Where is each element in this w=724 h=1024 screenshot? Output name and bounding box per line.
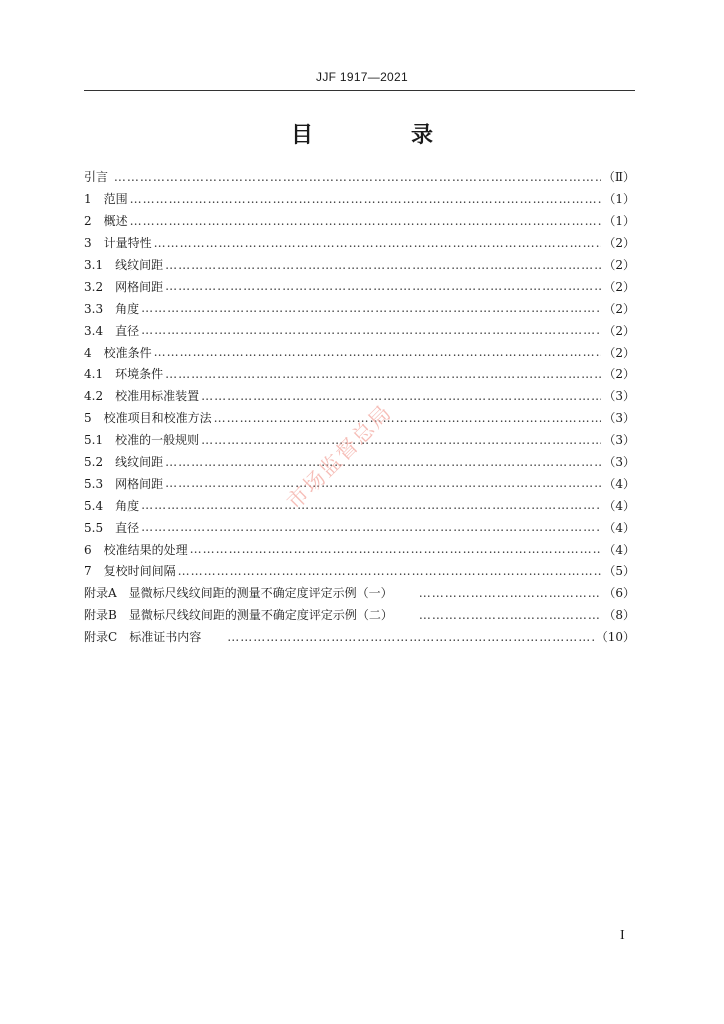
toc-entry-page: （2） bbox=[603, 345, 635, 360]
toc-entry-title: 直径 bbox=[115, 520, 140, 535]
toc-entry[interactable] bbox=[84, 385, 635, 407]
toc-entry-page: （2） bbox=[603, 323, 635, 338]
toc-entry-title: 显微标尺线纹间距的测量不确定度评定示例（二） bbox=[128, 608, 393, 623]
toc-entry-number: 3.2 bbox=[84, 279, 116, 294]
toc-entry[interactable] bbox=[84, 604, 635, 626]
toc-entry-number: 5 bbox=[84, 411, 104, 426]
toc-entry[interactable] bbox=[84, 188, 635, 210]
toc-entry-page: （4） bbox=[603, 498, 635, 513]
toc-dot-leader bbox=[154, 345, 602, 359]
toc-entry-number: 7 bbox=[84, 564, 104, 579]
toc-entry-number: 4.2 bbox=[84, 389, 116, 404]
toc-entry-number: 5.4 bbox=[84, 498, 116, 513]
toc-entry-gap bbox=[393, 584, 417, 601]
toc-entry-page: （1） bbox=[603, 192, 635, 207]
toc-entry-page: （3） bbox=[603, 455, 635, 470]
toc-entry-title: 直径 bbox=[115, 323, 140, 338]
toc-dot-leader bbox=[419, 586, 602, 600]
toc-entry-page: （10） bbox=[595, 630, 635, 645]
toc-entry-title: 线纹间距 bbox=[115, 455, 164, 470]
toc-entry-number: 3.3 bbox=[84, 301, 116, 316]
toc-entry[interactable] bbox=[84, 210, 635, 232]
toc-entry-title: 环境条件 bbox=[115, 367, 164, 382]
toc-entry[interactable] bbox=[84, 560, 635, 582]
toc-entry-title: 引言 bbox=[84, 170, 109, 185]
toc-entry-number: 2 bbox=[84, 214, 104, 229]
toc-entry-page: （2） bbox=[603, 279, 635, 294]
toc-dot-leader bbox=[178, 564, 602, 578]
toc-entry-title: 计量特性 bbox=[103, 236, 152, 251]
toc-entry-page: （2） bbox=[603, 301, 635, 316]
toc-entry-page: （3） bbox=[603, 389, 635, 404]
toc-entry-number: 附录C bbox=[84, 630, 130, 645]
toc-entry-number: 1 bbox=[84, 192, 104, 207]
toc-entry-page: （1） bbox=[603, 214, 635, 229]
toc-entry-page: （6） bbox=[603, 586, 635, 601]
toc-dot-leader bbox=[130, 214, 602, 228]
watermark: 市场监督总局 bbox=[282, 399, 397, 515]
toc-entry-page: （Ⅱ） bbox=[602, 170, 635, 185]
toc-entry-page: （3） bbox=[603, 411, 635, 426]
toc-entry-page: （4） bbox=[603, 520, 635, 535]
toc-entry-number: 6 bbox=[84, 542, 104, 557]
toc-entry-number: 4 bbox=[84, 345, 104, 360]
toc-entry-number: 5.2 bbox=[84, 455, 116, 470]
toc-entry[interactable] bbox=[84, 538, 635, 560]
toc-entry-page: （2） bbox=[603, 367, 635, 382]
toc-dot-leader bbox=[201, 433, 601, 447]
toc-dot-leader bbox=[141, 520, 601, 534]
toc-dot-leader bbox=[130, 192, 602, 206]
toc-dot-leader bbox=[154, 236, 602, 250]
toc-entry-number: 5.1 bbox=[84, 433, 116, 448]
toc-entry-title: 显微标尺线纹间距的测量不确定度评定示例（一） bbox=[128, 586, 393, 601]
toc-dot-leader bbox=[141, 323, 601, 337]
toc-entry[interactable] bbox=[84, 341, 635, 363]
toc-entry[interactable] bbox=[84, 254, 635, 276]
toc-dot-leader bbox=[165, 476, 601, 490]
toc-entry-page: （5） bbox=[603, 564, 635, 579]
table-of-contents bbox=[84, 166, 635, 648]
toc-entry-number: 4.1 bbox=[84, 367, 116, 382]
toc-dot-leader bbox=[201, 389, 601, 403]
toc-entry-number: 3 bbox=[84, 236, 104, 251]
toc-entry-title: 角度 bbox=[115, 301, 140, 316]
toc-entry[interactable] bbox=[84, 297, 635, 319]
toc-entry-title: 概述 bbox=[103, 214, 128, 229]
toc-entry-number: 5.5 bbox=[84, 520, 116, 535]
toc-entry[interactable] bbox=[84, 582, 635, 604]
toc-entry[interactable] bbox=[84, 232, 635, 254]
toc-entry[interactable] bbox=[84, 363, 635, 385]
toc-entry-title: 角度 bbox=[115, 498, 140, 513]
toc-entry[interactable] bbox=[84, 494, 635, 516]
toc-dot-leader bbox=[214, 411, 602, 425]
toc-entry[interactable] bbox=[84, 166, 635, 188]
toc-entry-title: 网格间距 bbox=[115, 476, 164, 491]
toc-entry-title: 校准的一般规则 bbox=[115, 433, 200, 448]
page-title: 目 录 bbox=[290, 123, 471, 148]
toc-entry[interactable] bbox=[84, 472, 635, 494]
toc-entry[interactable] bbox=[84, 275, 635, 297]
toc-dot-leader bbox=[165, 455, 601, 469]
toc-dot-leader bbox=[190, 542, 602, 556]
toc-entry-number: 3.4 bbox=[84, 323, 116, 338]
toc-entry-gap bbox=[393, 606, 417, 623]
toc-entry-page: （8） bbox=[603, 608, 635, 623]
toc-dot-leader bbox=[419, 608, 602, 622]
toc-entry-page: （4） bbox=[603, 542, 635, 557]
toc-entry-number: 附录A bbox=[84, 586, 129, 601]
toc-entry-title: 线纹间距 bbox=[115, 258, 164, 272]
toc-entry-page: （3） bbox=[603, 433, 635, 448]
toc-entry-title: 校准项目和校准方法 bbox=[103, 411, 212, 426]
standard-code: JJF 1917—2021 bbox=[316, 70, 408, 84]
toc-entry-title: 网格间距 bbox=[115, 279, 164, 294]
toc-dot-leader bbox=[141, 301, 601, 315]
toc-entry[interactable] bbox=[84, 319, 635, 341]
toc-entry[interactable] bbox=[84, 626, 635, 648]
toc-entry-title: 校准条件 bbox=[103, 345, 152, 360]
toc-entry-page: （2） bbox=[603, 236, 635, 251]
toc-entry-number: 附录B bbox=[84, 608, 129, 623]
toc-dot-leader bbox=[165, 367, 601, 381]
toc-dot-leader bbox=[114, 170, 601, 184]
toc-entry-gap bbox=[108, 170, 112, 184]
toc-entry-number: 3.1 bbox=[84, 258, 116, 272]
toc-dot-leader bbox=[227, 630, 594, 644]
header-divider bbox=[84, 90, 635, 91]
toc-entry-page: （4） bbox=[603, 476, 635, 491]
toc-entry[interactable] bbox=[84, 516, 635, 538]
toc-entry-title: 校准结果的处理 bbox=[103, 542, 188, 557]
toc-entry-gap bbox=[201, 628, 225, 645]
toc-dot-leader bbox=[141, 498, 601, 512]
page-number: I bbox=[620, 928, 625, 943]
toc-entry-number: 5.3 bbox=[84, 476, 116, 491]
toc-entry-title: 标准证书内容 bbox=[129, 630, 202, 645]
toc-entry-title: 校准用标准装置 bbox=[115, 389, 200, 404]
toc-entry-page: （2） bbox=[603, 258, 635, 272]
toc-dot-leader bbox=[165, 258, 601, 272]
toc-entry-title: 复校时间间隔 bbox=[103, 564, 176, 579]
toc-entry-title: 范围 bbox=[103, 192, 128, 207]
toc-dot-leader bbox=[165, 279, 601, 293]
